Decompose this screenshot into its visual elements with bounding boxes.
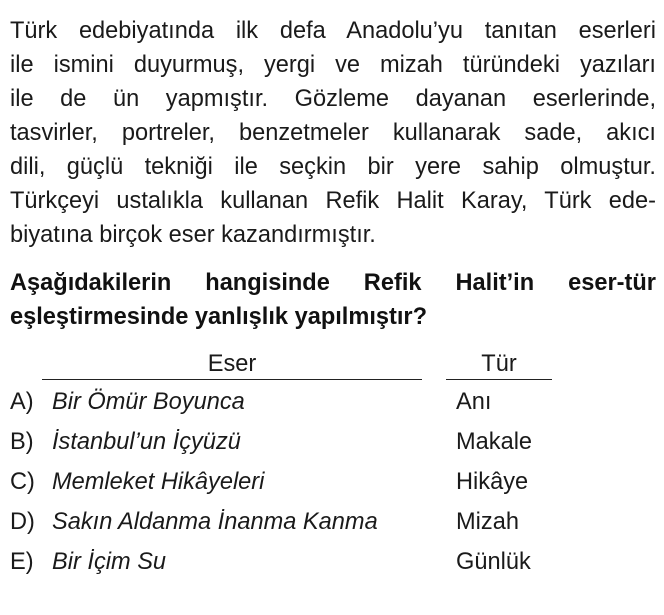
column-header-genre: Tür (481, 351, 517, 377)
option-letter: B) (10, 429, 34, 455)
question-stem (10, 266, 656, 334)
option-genre: Hikâye (456, 469, 529, 495)
option-work-title: Memleket Hikâyeleri (52, 469, 265, 495)
header-underline-work (42, 379, 422, 380)
answer-option-e[interactable] (10, 542, 656, 582)
option-letter: C) (10, 469, 35, 495)
passage-text (10, 14, 656, 252)
option-work-title: Bir İçim Su (52, 549, 167, 575)
option-work-title: Bir Ömür Boyunca (52, 389, 245, 415)
option-genre: Anı (456, 389, 492, 415)
answer-option-c[interactable] (10, 462, 656, 502)
option-work-title: İstanbul’un İçyüzü (52, 429, 241, 455)
header-underline-genre (446, 379, 552, 380)
answer-option-d[interactable] (10, 502, 656, 542)
passage-line: dili, güçlü tekniği ile seçkin bir yere sahip olmuştur. (10, 154, 656, 180)
passage-line: ile ismini duyurmuş, yergi ve mizah türündeki yazıları (10, 52, 656, 78)
question-line: eşleştirmesinde yanlışlık yapılmıştır? (10, 304, 428, 330)
option-genre: Mizah (456, 509, 519, 535)
passage-line: Türk edebiyatında ilk defa Anadolu’yu tanıtan eserleri (10, 18, 656, 44)
option-genre: Günlük (456, 549, 531, 575)
option-letter: E) (10, 549, 34, 575)
passage-line: tasvirler, portreler, benzetmeler kullanarak sade, akıcı (10, 120, 656, 146)
passage-line: biyatına birçok eser kazandırmıştır. (10, 222, 376, 248)
option-letter: A) (10, 389, 34, 415)
passage-line: ile de ün yapmıştır. Gözleme dayanan eserlerinde, (10, 86, 656, 112)
option-genre: Makale (456, 429, 533, 455)
answer-option-b[interactable] (10, 422, 656, 462)
answer-option-a[interactable] (10, 382, 656, 422)
option-letter: D) (10, 509, 35, 535)
passage-line: Türkçeyi ustalıkla kullanan Refik Halit Karay, Türk ede- (10, 188, 656, 214)
option-work-title: Sakın Aldanma İnanma Kanma (52, 509, 378, 535)
question-line: Aşağıdakilerin hangisinde Refik Halit’in eser-tür (10, 270, 656, 296)
column-header-work: Eser (207, 351, 257, 377)
